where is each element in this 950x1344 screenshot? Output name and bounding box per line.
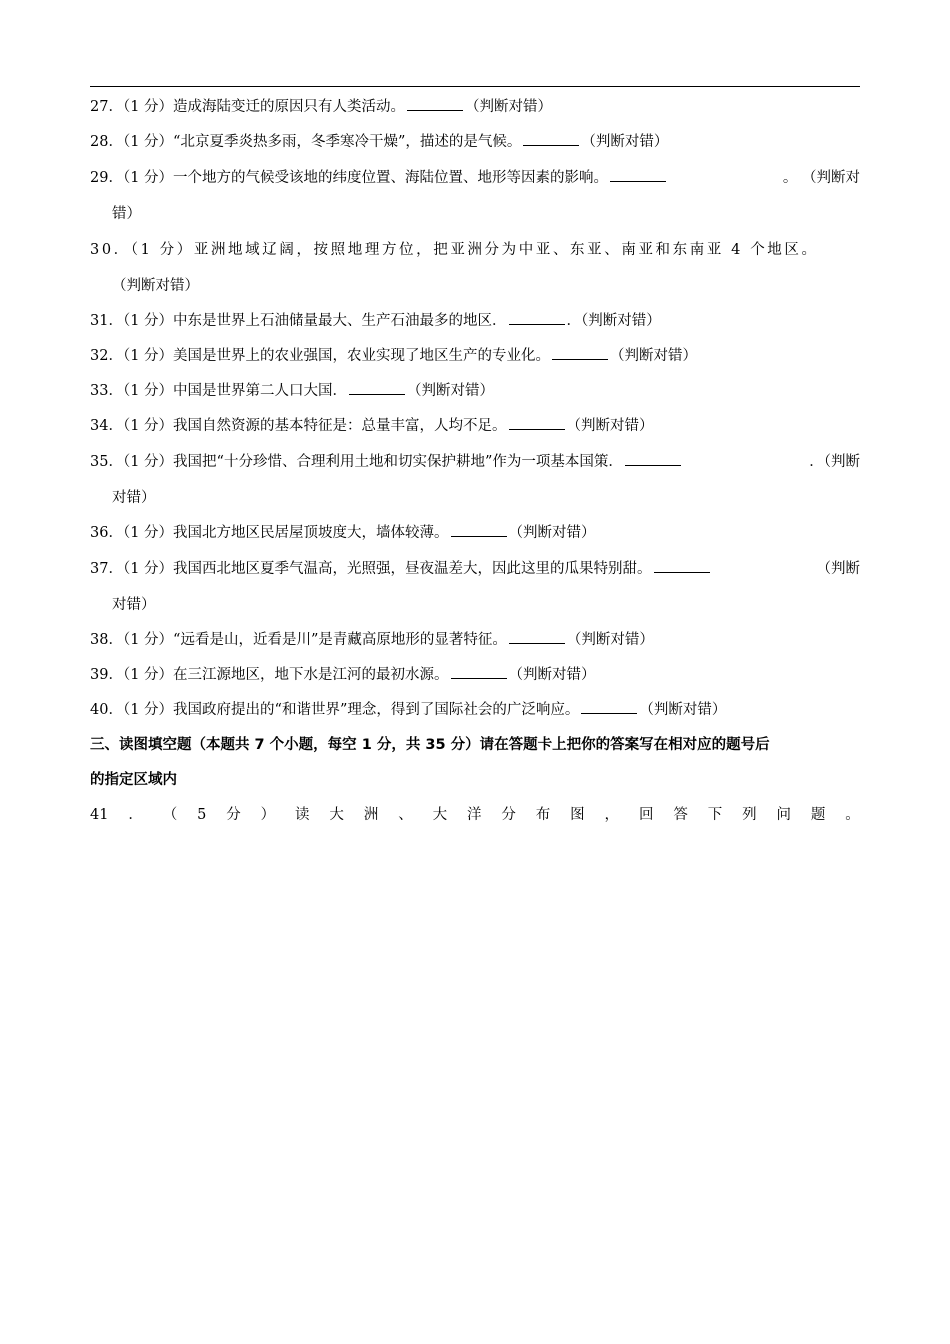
- question-number: 40．: [90, 702, 123, 718]
- header-rule: [90, 86, 860, 87]
- question-41-glyph: 。: [845, 807, 860, 823]
- question-suffix: （判断对错）: [566, 632, 654, 648]
- question-text: （1 分）“远看是山，近看是川”是青藏高原地形的显著特征。: [122, 632, 507, 648]
- answer-blank[interactable]: [451, 664, 507, 679]
- question-text: （1 分）中东是世界上石油储量最大、生产石油最多的地区．: [122, 313, 507, 329]
- question-41-glyph: 列: [742, 807, 757, 823]
- question-suffix: ．（判断对错）: [566, 313, 661, 329]
- section-heading-line: 的指定区域内: [90, 772, 177, 788]
- question-41-glyph: 分: [226, 807, 241, 823]
- question-41-glyph: ．: [128, 807, 143, 823]
- answer-blank[interactable]: [509, 629, 565, 644]
- answer-blank[interactable]: [625, 451, 681, 466]
- section-heading-line: 三、读图填空题（本题共 7 个小题，每空 1 分，共 35 分）请在答题卡上把你的答案写在相对应的题号后: [90, 737, 770, 753]
- question-number: 30．: [90, 242, 131, 258]
- question-31: [90, 304, 860, 339]
- question-41-glyph: 5: [197, 807, 207, 823]
- question-32: [90, 339, 860, 374]
- question-line: [90, 444, 860, 480]
- question-continuation: 错）: [112, 206, 141, 222]
- question-suffix: （判断对错）: [508, 525, 596, 541]
- question-continuation: （判断对错）: [112, 278, 199, 294]
- question-41-glyph: ）: [260, 807, 276, 823]
- question-suffix: （判断对错）: [407, 383, 495, 399]
- question-30: [90, 232, 860, 304]
- question-text: （1 分）中国是世界第二人口大国．: [122, 383, 348, 399]
- question-number: 34．: [90, 418, 123, 434]
- question-33: [90, 374, 860, 409]
- question-number: 35．: [90, 454, 123, 470]
- question-text: （1 分）我国西北地区夏季气温高，光照强，昼夜温差大，因此这里的瓜果特别甜。: [122, 561, 652, 577]
- answer-blank[interactable]: [509, 310, 565, 325]
- question-text: （1 分）我国政府提出的“和谐世界”理念，得到了国际社会的广泛响应。: [122, 702, 580, 718]
- question-41-glyph: 洋: [466, 807, 482, 823]
- question-number: 31．: [90, 313, 123, 329]
- question-39: [90, 658, 860, 693]
- answer-blank[interactable]: [509, 415, 565, 430]
- question-41: [90, 798, 860, 833]
- question-41-glyph: 大: [432, 807, 448, 823]
- question-number: 28．: [90, 134, 123, 150]
- question-line: [90, 232, 860, 268]
- section-3-heading: [90, 728, 860, 798]
- question-41-glyph: 读: [295, 807, 310, 823]
- question-41-glyph: 回: [638, 807, 654, 823]
- question-34: [90, 409, 860, 444]
- question-text: （1 分）在三江源地区，地下水是江河的最初水源。: [122, 667, 449, 683]
- answer-blank[interactable]: [451, 522, 507, 537]
- question-suffix: 。 （判断对: [782, 170, 860, 186]
- question-41-glyph: 答: [673, 807, 688, 823]
- question-41-glyph: 问: [776, 807, 791, 823]
- question-40: [90, 693, 860, 728]
- answer-blank[interactable]: [349, 380, 405, 395]
- answer-blank[interactable]: [523, 131, 579, 146]
- question-text: （1 分）我国自然资源的基本特征是：总量丰富，人均不足。: [122, 418, 507, 434]
- question-text: （1 分）我国北方地区民居屋顶坡度大，墙体较薄。: [122, 525, 449, 541]
- answer-blank[interactable]: [581, 699, 637, 714]
- question-41-glyph: 分: [501, 807, 516, 823]
- question-28: [90, 125, 860, 160]
- question-27: [90, 90, 860, 125]
- question-number: 38．: [90, 632, 123, 648]
- question-text: （1 分）一个地方的气候受该地的纬度位置、海陆位置、地形等因素的影响。: [122, 170, 609, 186]
- answer-blank[interactable]: [610, 167, 666, 182]
- question-text: （1 分）亚洲地域辽阔，按照地理方位，把亚洲分为中亚、东亚、南亚和东南亚 4 个地区。: [130, 242, 819, 258]
- question-41-glyph: 洲: [363, 807, 379, 823]
- question-number: 33．: [90, 383, 123, 399]
- question-suffix: （判断对错）: [465, 99, 553, 115]
- question-line: [90, 160, 860, 196]
- question-41-glyph: 图: [570, 807, 585, 823]
- question-41-glyph: 、: [398, 807, 413, 823]
- question-35: [90, 444, 860, 516]
- answer-blank[interactable]: [407, 96, 463, 111]
- question-continuation: 对错）: [112, 597, 156, 613]
- question-41-glyph: 下: [707, 807, 723, 823]
- question-38: [90, 623, 860, 658]
- question-text: （1 分）美国是世界上的农业强国，农业实现了地区生产的专业化。: [122, 348, 551, 364]
- question-text: （1 分）造成海陆变迁的原因只有人类活动。: [122, 99, 406, 115]
- question-suffix: （判断: [816, 561, 860, 577]
- question-suffix: （判断对错）: [581, 134, 669, 150]
- question-suffix: ．（判断: [809, 454, 860, 470]
- question-list: [90, 90, 860, 833]
- question-number: 37．: [90, 561, 123, 577]
- question-37: [90, 551, 860, 623]
- question-number: 29．: [90, 170, 123, 186]
- question-29: [90, 160, 860, 232]
- question-number: 39．: [90, 667, 123, 683]
- question-41-glyph: 布: [535, 807, 551, 823]
- question-41-glyph: 41: [90, 807, 109, 823]
- question-41-glyph: 大: [329, 807, 344, 823]
- question-suffix: （判断对错）: [566, 418, 654, 434]
- question-number: 27．: [90, 99, 123, 115]
- question-suffix: （判断对错）: [639, 702, 727, 718]
- question-number: 32．: [90, 348, 123, 364]
- question-41-glyph: 题: [810, 807, 826, 823]
- question-number: 36．: [90, 525, 123, 541]
- answer-blank[interactable]: [654, 558, 710, 573]
- question-text: （1 分）我国把“十分珍惜、合理利用土地和切实保护耕地”作为一项基本国策．: [122, 454, 623, 470]
- answer-blank[interactable]: [552, 345, 608, 360]
- question-41-glyph: （: [162, 807, 178, 823]
- question-text: （1 分）“北京夏季炎热多雨，冬季寒冷干燥”，描述的是气候。: [122, 134, 522, 150]
- question-36: [90, 516, 860, 551]
- question-suffix: （判断对错）: [610, 348, 698, 364]
- question-41-glyph: ，: [604, 807, 620, 823]
- question-suffix: （判断对错）: [508, 667, 596, 683]
- question-line: [90, 551, 860, 587]
- question-continuation: 对错）: [112, 490, 156, 506]
